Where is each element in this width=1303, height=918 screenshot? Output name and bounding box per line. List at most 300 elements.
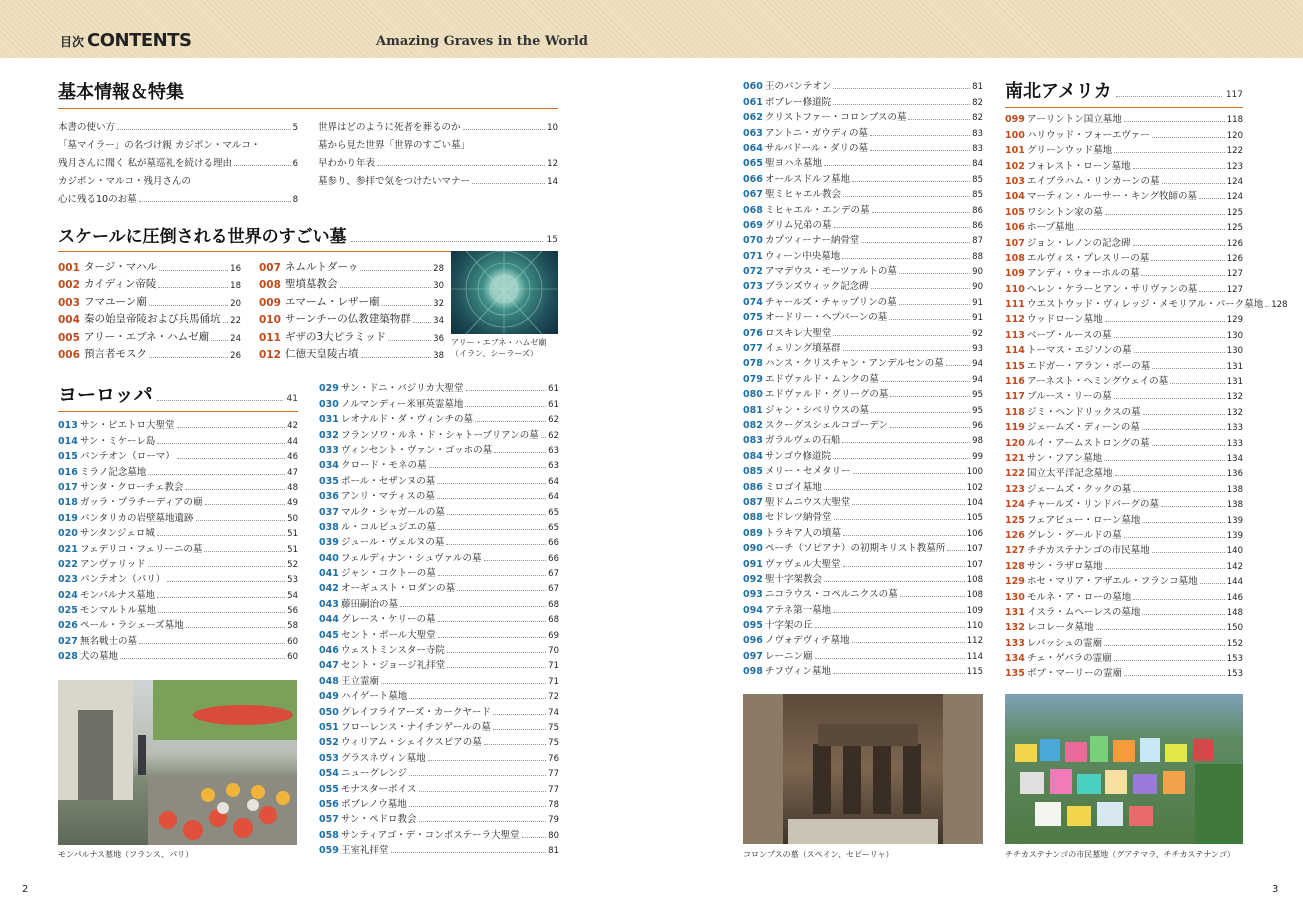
dot-leader <box>852 642 965 643</box>
dot-leader <box>1199 291 1224 292</box>
toc-entry <box>319 610 559 625</box>
toc-entry <box>743 123 983 138</box>
entry-title: グレース・ケリーの墓 <box>341 614 436 626</box>
entry-title: ノヴォデヴィチ墓地 <box>765 635 850 647</box>
entry-number: 105 <box>1005 206 1025 218</box>
entry-number: 088 <box>743 512 763 524</box>
dot-leader <box>833 673 965 674</box>
entry-number: 012 <box>259 349 281 361</box>
entry-title: ポブレー修道院 <box>765 96 832 108</box>
entry-title: クリストファー・コロンブスの墓 <box>765 112 907 124</box>
entry-title: ニューグレンジ <box>341 768 408 780</box>
dot-leader <box>1142 429 1225 430</box>
dot-leader <box>409 698 546 699</box>
entry-page: 139 <box>1226 515 1243 526</box>
toc-entry <box>259 309 444 327</box>
entry-page: 8 <box>292 195 298 205</box>
toc-entry <box>58 187 298 205</box>
entry-title: 早わかり年表 <box>318 158 376 169</box>
dot-leader <box>871 288 971 289</box>
toc-entry <box>743 200 983 215</box>
dot-leader <box>381 683 546 684</box>
entry-title: アンヴァリッド <box>80 558 146 570</box>
entry-title: 聖墳墓教会 <box>285 278 338 290</box>
entry-number: 119 <box>1005 422 1025 434</box>
entry-title: ガッラ・プラチーディアの廟 <box>80 497 203 509</box>
toc-entry <box>259 256 444 274</box>
entry-title: 聖十字架教会 <box>765 573 823 585</box>
dot-leader <box>1265 306 1269 307</box>
entry-number: 002 <box>58 279 80 291</box>
entry-title: アンリ・マティスの墓 <box>341 491 435 503</box>
entry-number: 089 <box>743 527 763 539</box>
entry-page: 104 <box>966 497 983 508</box>
dot-leader <box>1142 522 1224 523</box>
entry-page: 75 <box>548 738 559 749</box>
entry-title: イェリング墳墓群 <box>765 343 841 355</box>
entry-number: 125 <box>1005 514 1025 526</box>
entry-number: 029 <box>319 383 339 395</box>
entry-number: 090 <box>743 543 763 555</box>
toc-entry <box>58 493 298 508</box>
entry-number: 134 <box>1005 653 1025 665</box>
entry-number: 053 <box>319 752 339 764</box>
entry-number: 003 <box>58 296 80 309</box>
dot-leader <box>1199 198 1225 199</box>
entry-title: イスラ・ムヘーレスの墓地 <box>1027 606 1141 618</box>
entry-title: ホセ・マリア・アザエル・フランコ墓地 <box>1027 576 1198 588</box>
entry-page: 46 <box>287 452 298 463</box>
toc-entry <box>1005 295 1288 311</box>
dot-leader <box>493 729 546 730</box>
dot-leader <box>494 452 546 453</box>
dot-leader <box>1161 506 1225 507</box>
entry-title: タージ・マハル <box>84 260 158 273</box>
dot-leader <box>1152 552 1225 553</box>
entry-page: 6 <box>292 159 298 169</box>
entry-page: 114 <box>966 651 983 662</box>
dot-leader <box>428 760 547 761</box>
entry-number: 021 <box>58 543 78 555</box>
entry-number: 025 <box>58 605 78 617</box>
entry-title: モルネ・ア・ローの墓地 <box>1027 591 1132 603</box>
entry-title: フォレスト・ローン墓地 <box>1027 160 1131 172</box>
entry-title: ウッドローン墓地 <box>1027 314 1103 326</box>
entry-title: カプツィーナー納骨堂 <box>765 235 860 247</box>
toc-entry <box>58 508 298 523</box>
dot-leader <box>409 775 546 776</box>
entry-title: エドヴァルド・グリーグの墓 <box>765 389 889 401</box>
toc-entry <box>1005 572 1243 587</box>
entry-number: 135 <box>1005 668 1025 680</box>
entry-number: 056 <box>319 798 339 810</box>
entry-number: 121 <box>1005 452 1025 464</box>
toc-entry <box>318 151 558 169</box>
entry-title: レコレータ墓地 <box>1027 622 1094 634</box>
entry-page: 96 <box>972 420 983 431</box>
entry-number: 122 <box>1005 468 1025 480</box>
toc-entry <box>743 400 983 415</box>
entry-number: 083 <box>743 435 763 447</box>
entry-page: 61 <box>548 384 559 395</box>
entry-number: 019 <box>58 512 78 524</box>
entry-number: 050 <box>319 706 339 718</box>
toc-entry <box>58 151 298 169</box>
columbus-graphic <box>743 694 983 844</box>
dot-leader <box>1104 645 1225 646</box>
toc-entry <box>318 169 558 187</box>
chichicastenango-graphic <box>1005 694 1243 844</box>
toc-entry <box>1005 202 1243 217</box>
entry-number: 024 <box>58 589 78 601</box>
dot-leader <box>1141 275 1224 276</box>
entry-title: レバッシュの霊廟 <box>1027 637 1103 649</box>
toc-entry <box>743 539 983 554</box>
entry-title: サン・ラザロ墓地 <box>1027 560 1103 572</box>
entry-page: 82 <box>972 113 983 124</box>
europe-section <box>58 380 298 662</box>
entry-number: 020 <box>58 528 78 540</box>
entry-number: 014 <box>58 435 78 447</box>
entry-page: 90 <box>972 282 983 293</box>
entry-page: 42 <box>287 421 298 432</box>
entry-number: 112 <box>1005 314 1025 326</box>
dot-leader <box>834 227 971 228</box>
entry-number: 107 <box>1005 237 1025 249</box>
entry-page: 44 <box>287 436 298 447</box>
dot-leader <box>465 406 546 407</box>
entry-page: 72 <box>548 692 559 703</box>
toc-entry <box>319 394 559 409</box>
entry-title: ル・コルビュジエの墓 <box>341 521 437 533</box>
toc-entry <box>743 92 983 107</box>
entry-page: 85 <box>972 190 983 201</box>
dot-leader <box>1105 568 1225 569</box>
toc-entry <box>259 274 444 292</box>
entry-page: 26 <box>230 351 241 361</box>
toc-entry <box>319 671 559 686</box>
entry-title: モナスターボイス <box>341 783 417 795</box>
dot-leader <box>484 560 547 561</box>
montparnasse-caption: モンパルナス墓地（フランス、パリ） <box>58 850 194 859</box>
entry-page: 148 <box>1226 607 1243 618</box>
dot-leader <box>413 322 431 323</box>
entry-page: 53 <box>287 575 298 586</box>
toc-entry <box>743 508 983 523</box>
entry-page: 52 <box>287 559 298 570</box>
entry-page: 118 <box>1226 115 1243 126</box>
dot-leader <box>946 365 970 366</box>
dot-leader <box>1076 229 1225 230</box>
entry-page: 77 <box>548 784 559 795</box>
dot-leader <box>899 304 971 305</box>
entry-page: 138 <box>1226 484 1243 495</box>
entry-title: グレイフライアーズ・カークヤード <box>341 706 491 718</box>
entry-number: 070 <box>743 235 763 247</box>
entry-number: 118 <box>1005 406 1025 418</box>
toc-entry <box>1005 464 1243 479</box>
entry-title: カジポン・マルコ・残月さんの <box>58 176 192 187</box>
entry-title: アーネスト・ヘミングウェイの墓 <box>1027 376 1169 388</box>
entry-number: 128 <box>1005 560 1025 572</box>
dot-leader <box>177 427 286 428</box>
dot-leader <box>890 427 970 428</box>
dot-leader <box>493 714 546 715</box>
entry-page: 48 <box>287 482 298 493</box>
entry-number: 048 <box>319 675 339 687</box>
entry-title: ミラノ記念墓地 <box>80 466 147 478</box>
entry-number: 065 <box>743 158 763 170</box>
entry-page: 127 <box>1226 269 1243 280</box>
entry-title: ウィーン中央墓地 <box>765 250 841 262</box>
entry-page: 129 <box>1226 315 1243 326</box>
entry-page: 14 <box>547 177 558 187</box>
toc-entry <box>319 656 559 671</box>
entry-page: 131 <box>1226 361 1243 372</box>
dot-leader <box>186 627 286 628</box>
dot-leader <box>824 489 965 490</box>
toc-entry <box>1005 418 1243 433</box>
toc-entry <box>319 641 559 656</box>
toc-entry <box>743 339 983 354</box>
toc-entry <box>319 564 559 579</box>
intro-section <box>58 78 558 205</box>
entry-number: 120 <box>1005 437 1025 449</box>
entry-title: サン・ピエトロ大聖堂 <box>80 420 175 432</box>
entry-number: 011 <box>259 331 281 344</box>
toc-entry <box>743 216 983 231</box>
entry-page: 68 <box>548 615 559 626</box>
dot-leader <box>833 335 970 336</box>
toc-entry <box>743 139 983 154</box>
entry-page: 88 <box>972 251 983 262</box>
entry-page: 71 <box>548 661 559 672</box>
entry-title: グラスネヴィン墓地 <box>341 752 426 764</box>
dot-leader <box>1104 460 1225 461</box>
dot-leader <box>159 270 228 271</box>
toc-entry <box>259 344 444 362</box>
entry-title: 聖ドムニウス大聖堂 <box>765 496 851 508</box>
europe-title: ヨーロッパ 41 <box>58 380 298 412</box>
toc-entry <box>743 246 983 261</box>
entry-number: 131 <box>1005 606 1025 618</box>
entry-title: 聖ミヒャエル教会 <box>765 189 842 201</box>
entry-number: 055 <box>319 783 339 795</box>
entry-page: 124 <box>1226 176 1243 187</box>
toc-entry <box>319 702 559 717</box>
entry-page: 98 <box>972 436 983 447</box>
entry-number: 015 <box>58 451 78 463</box>
entry-title: サン・フアン墓地 <box>1027 452 1103 464</box>
entry-title: マーティン・ルーサー・キング牧師の墓 <box>1027 191 1197 203</box>
entry-title: カイディン帝陵 <box>84 278 157 290</box>
toc-entry <box>743 369 983 384</box>
toc-entry <box>743 631 983 646</box>
dot-leader <box>419 821 547 822</box>
entry-page: 64 <box>548 476 559 487</box>
toc-entry <box>743 77 983 92</box>
entry-title: ポール・セザンヌの墓 <box>341 475 436 487</box>
entry-page: 51 <box>287 529 298 540</box>
entry-page: 115 <box>966 667 983 678</box>
toc-entry <box>743 462 983 477</box>
entry-number: 091 <box>743 558 763 570</box>
toc-entry <box>743 523 983 538</box>
entry-page: 67 <box>548 569 559 580</box>
intro-left-list <box>58 115 298 205</box>
dot-leader <box>1114 152 1225 153</box>
mausoleum-photo <box>451 251 558 334</box>
entry-title: フマユーン廟 <box>84 295 147 308</box>
dot-leader <box>834 519 965 520</box>
toc-entry <box>58 555 298 570</box>
toc-entry <box>319 410 559 425</box>
toc-entry <box>1005 356 1243 371</box>
toc-entry <box>1005 479 1243 494</box>
entry-page: 133 <box>1226 438 1243 449</box>
entry-number: 018 <box>58 497 78 509</box>
entry-title: エドヴァルド・ムンクの墓 <box>765 373 879 385</box>
entry-page: 79 <box>548 815 559 826</box>
entry-page: 34 <box>433 316 444 326</box>
entry-title: フランソワ・ルネ・ド・シャトーブリアンの墓 <box>341 429 539 441</box>
dot-leader <box>824 581 965 582</box>
banner-title: CONTENTS <box>87 30 192 51</box>
entry-number: 067 <box>743 189 763 201</box>
toc-entry <box>1005 603 1243 618</box>
europe-list-1 <box>58 416 298 662</box>
entry-number: 086 <box>743 481 763 493</box>
dot-leader <box>157 597 285 598</box>
toc-entry <box>1005 218 1243 233</box>
dot-leader <box>833 88 970 89</box>
entry-page: 86 <box>972 205 983 216</box>
entry-title: フェルディナン・シュヴァルの墓 <box>341 552 482 564</box>
entry-number: 074 <box>743 296 763 308</box>
entry-number: 127 <box>1005 545 1025 557</box>
entry-page: 10 <box>547 123 558 133</box>
dot-leader <box>419 791 547 792</box>
entry-number: 005 <box>58 331 80 344</box>
dot-leader <box>1114 337 1225 338</box>
entry-number: 023 <box>58 574 78 586</box>
entry-number: 027 <box>58 635 78 647</box>
entry-number: 115 <box>1005 360 1025 372</box>
entry-title: フェデリコ・フェリーニの墓 <box>80 543 203 555</box>
entry-page: 140 <box>1226 546 1243 557</box>
entry-number: 097 <box>743 650 763 662</box>
scale-list-1 <box>58 256 241 361</box>
entry-title: チェ・ゲバラの霊廟 <box>1027 653 1112 665</box>
entry-number: 047 <box>319 660 339 672</box>
entry-number: 113 <box>1005 329 1025 341</box>
dot-leader <box>1133 245 1225 246</box>
dot-leader <box>438 575 546 576</box>
toc-entry <box>319 841 559 856</box>
entry-page: 122 <box>1226 146 1243 157</box>
entry-page: 139 <box>1226 530 1243 541</box>
dot-leader <box>833 104 970 105</box>
entry-title: グレン・グールドの墓 <box>1027 529 1122 541</box>
entry-number: 101 <box>1005 145 1025 157</box>
entry-title: エマーム・レザー廟 <box>285 295 380 308</box>
entry-page: 68 <box>548 599 559 610</box>
entry-page: 94 <box>972 374 983 385</box>
entry-title: エルヴィス・プレスリーの墓 <box>1027 252 1150 264</box>
entry-page: 77 <box>548 769 559 780</box>
americas-list <box>1005 110 1288 680</box>
entry-title: ジャン・シベリウスの墓 <box>765 404 870 416</box>
dot-leader <box>889 319 970 320</box>
toc-entry <box>743 323 983 338</box>
entry-page: 20 <box>230 298 241 309</box>
dot-leader <box>1152 137 1225 138</box>
americas-section <box>1005 77 1288 680</box>
toc-entry <box>58 169 298 187</box>
entry-page: 28 <box>433 263 444 274</box>
entry-number: 117 <box>1005 391 1025 403</box>
dot-leader <box>463 129 546 130</box>
entry-page: 83 <box>972 128 983 139</box>
entry-page: 78 <box>548 799 559 810</box>
toc-entry <box>743 431 983 446</box>
entry-number: 063 <box>743 127 763 139</box>
entry-number: 031 <box>319 414 339 426</box>
entry-page: 93 <box>972 344 983 355</box>
entry-page: 22 <box>230 316 241 326</box>
entry-page: 71 <box>548 676 559 687</box>
entry-page: 50 <box>287 513 298 524</box>
dot-leader <box>472 183 545 184</box>
dot-leader <box>409 806 546 807</box>
entry-title: オードリー・ヘプバーンの墓 <box>765 312 888 324</box>
entry-page: 138 <box>1226 500 1243 511</box>
entry-page: 80 <box>548 830 559 841</box>
dot-leader <box>446 544 546 545</box>
dot-leader <box>1114 398 1225 399</box>
entry-number: 060 <box>743 81 763 93</box>
toc-entry <box>319 687 559 702</box>
entry-number: 124 <box>1005 499 1025 511</box>
dot-leader <box>148 474 285 475</box>
dot-leader <box>139 643 285 644</box>
entry-title: パンタリカの岩壁墓地遺跡 <box>80 512 194 524</box>
dot-leader <box>833 612 965 613</box>
entry-page: 36 <box>433 333 444 344</box>
entry-title: ネムルトダーゥ <box>285 260 359 273</box>
toc-entry <box>1005 279 1243 294</box>
dot-leader <box>437 483 546 484</box>
entry-number: 130 <box>1005 591 1025 603</box>
dot-leader <box>843 196 970 197</box>
entry-page: 5 <box>292 123 298 133</box>
entry-title: サン・ミケーレ島 <box>80 435 156 447</box>
toc-entry <box>743 493 983 508</box>
toc-entry <box>743 231 983 246</box>
entry-number: 054 <box>319 768 339 780</box>
entry-page: 152 <box>1226 638 1243 649</box>
entry-title: 王のパンテオン <box>765 81 832 93</box>
entry-title: 残月さんに聞く 私が墓巡礼を続ける理由 <box>58 158 233 169</box>
entry-number: 034 <box>319 460 339 472</box>
toc-entry <box>1005 587 1243 602</box>
dot-leader <box>1105 214 1225 215</box>
entry-number: 042 <box>319 583 339 595</box>
mausoleum-caption: アリー・エブネ・ハムゼ廟 （イラン、シーラーズ） <box>451 338 547 358</box>
dot-leader <box>185 489 285 490</box>
entry-number: 035 <box>319 475 339 487</box>
dot-leader <box>843 566 965 567</box>
